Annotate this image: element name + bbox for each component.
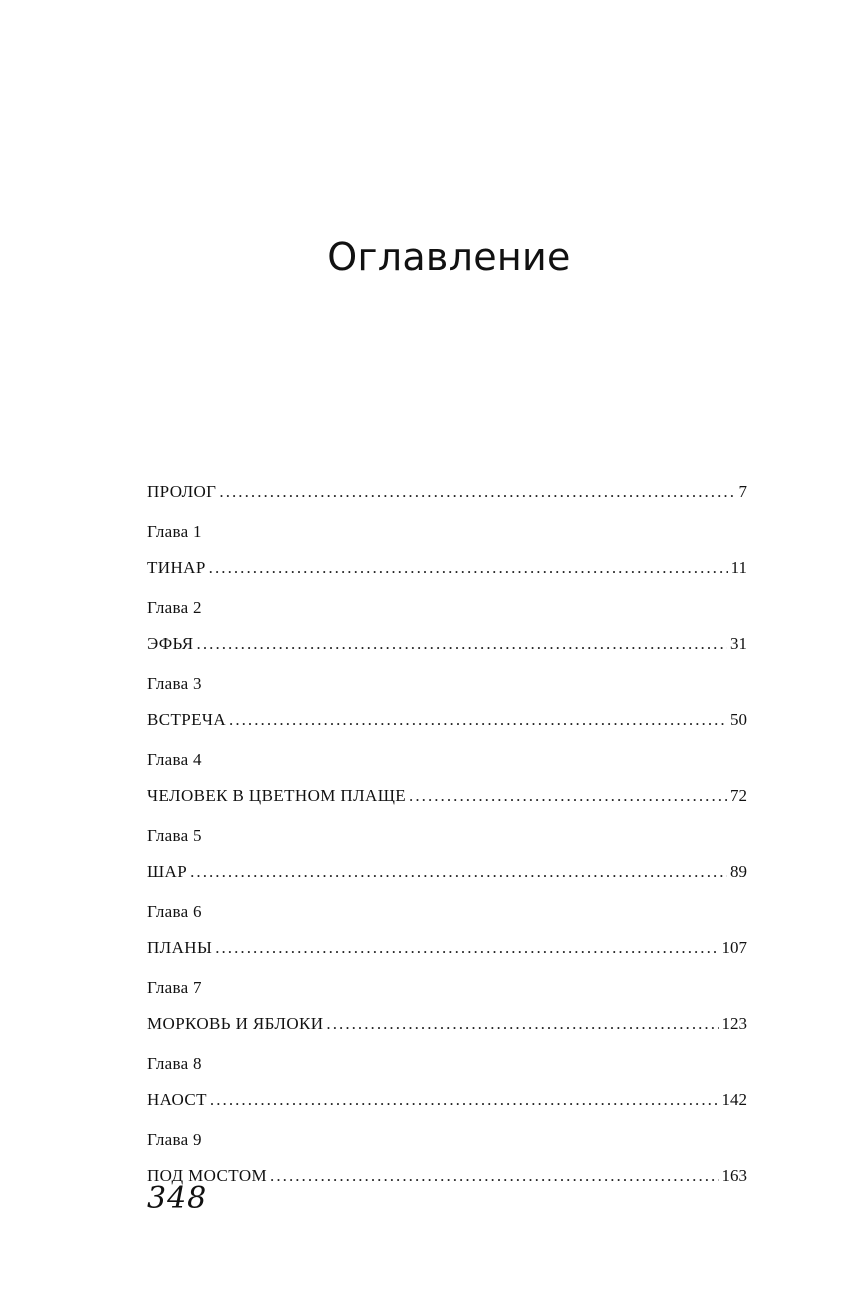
chapter-label: Глава 2 bbox=[147, 598, 202, 617]
toc-entry bbox=[147, 1088, 747, 1112]
chapter-label: Глава 9 bbox=[147, 1130, 202, 1149]
toc-entry-page: 163 bbox=[721, 1166, 747, 1185]
dot-leader bbox=[326, 1012, 718, 1036]
dot-leader bbox=[229, 708, 727, 732]
toc-entry-page: 72 bbox=[730, 786, 747, 805]
toc-entry-title: ВСТРЕЧА bbox=[147, 710, 227, 729]
toc-entry bbox=[147, 1164, 747, 1188]
toc-entry-title: ЧЕЛОВЕК В ЦВЕТНОМ ПЛАЩЕ bbox=[147, 786, 407, 805]
chapter-label: Глава 1 bbox=[147, 522, 202, 541]
dot-leader bbox=[409, 784, 727, 808]
dot-leader bbox=[210, 1088, 719, 1112]
toc-entry-page: 7 bbox=[738, 482, 747, 501]
toc-entry-prologue bbox=[147, 480, 747, 504]
toc-entry-title: ШАР bbox=[147, 862, 188, 881]
toc-entry-title: ПОД МОСТОМ bbox=[147, 1166, 268, 1185]
toc-entry bbox=[147, 1012, 747, 1036]
toc-entry-page: 50 bbox=[730, 710, 747, 729]
toc-entry-page: 107 bbox=[721, 938, 747, 957]
toc-entry-title: НАОСТ bbox=[147, 1090, 207, 1109]
dot-leader bbox=[215, 936, 718, 960]
toc-entry-page: 123 bbox=[721, 1014, 747, 1033]
toc-entry bbox=[147, 632, 747, 656]
toc-entry bbox=[147, 708, 747, 732]
toc-entry-page: 142 bbox=[721, 1090, 747, 1109]
chapter-label: Глава 6 bbox=[147, 902, 202, 921]
chapter-label: Глава 4 bbox=[147, 750, 202, 769]
toc-entry-page: 31 bbox=[730, 634, 747, 653]
chapter-label: Глава 8 bbox=[147, 1054, 202, 1073]
toc-entry-title: ПЛАНЫ bbox=[147, 938, 213, 957]
toc-entry bbox=[147, 784, 747, 808]
toc-entry-page: 89 bbox=[730, 862, 747, 881]
chapter-label: Глава 3 bbox=[147, 674, 202, 693]
toc-entry-title: ПРОЛОГ bbox=[147, 482, 217, 501]
toc-entry-title: ЭФЬЯ bbox=[147, 634, 194, 653]
chapter-label: Глава 7 bbox=[147, 978, 202, 997]
toc-entry bbox=[147, 936, 747, 960]
dot-leader bbox=[270, 1164, 718, 1188]
dot-leader bbox=[209, 556, 728, 580]
table-of-contents bbox=[147, 480, 747, 1188]
dot-leader bbox=[190, 860, 727, 884]
dot-leader bbox=[219, 480, 735, 504]
dot-leader bbox=[197, 632, 727, 656]
toc-entry-page: 11 bbox=[730, 558, 747, 577]
page-number: 348 bbox=[147, 1181, 208, 1216]
toc-entry bbox=[147, 556, 747, 580]
toc-entry-title: ТИНАР bbox=[147, 558, 206, 577]
page-title: Оглавление bbox=[327, 235, 571, 279]
chapter-label: Глава 5 bbox=[147, 826, 202, 845]
toc-entry bbox=[147, 860, 747, 884]
toc-entry-title: МОРКОВЬ И ЯБЛОКИ bbox=[147, 1014, 324, 1033]
